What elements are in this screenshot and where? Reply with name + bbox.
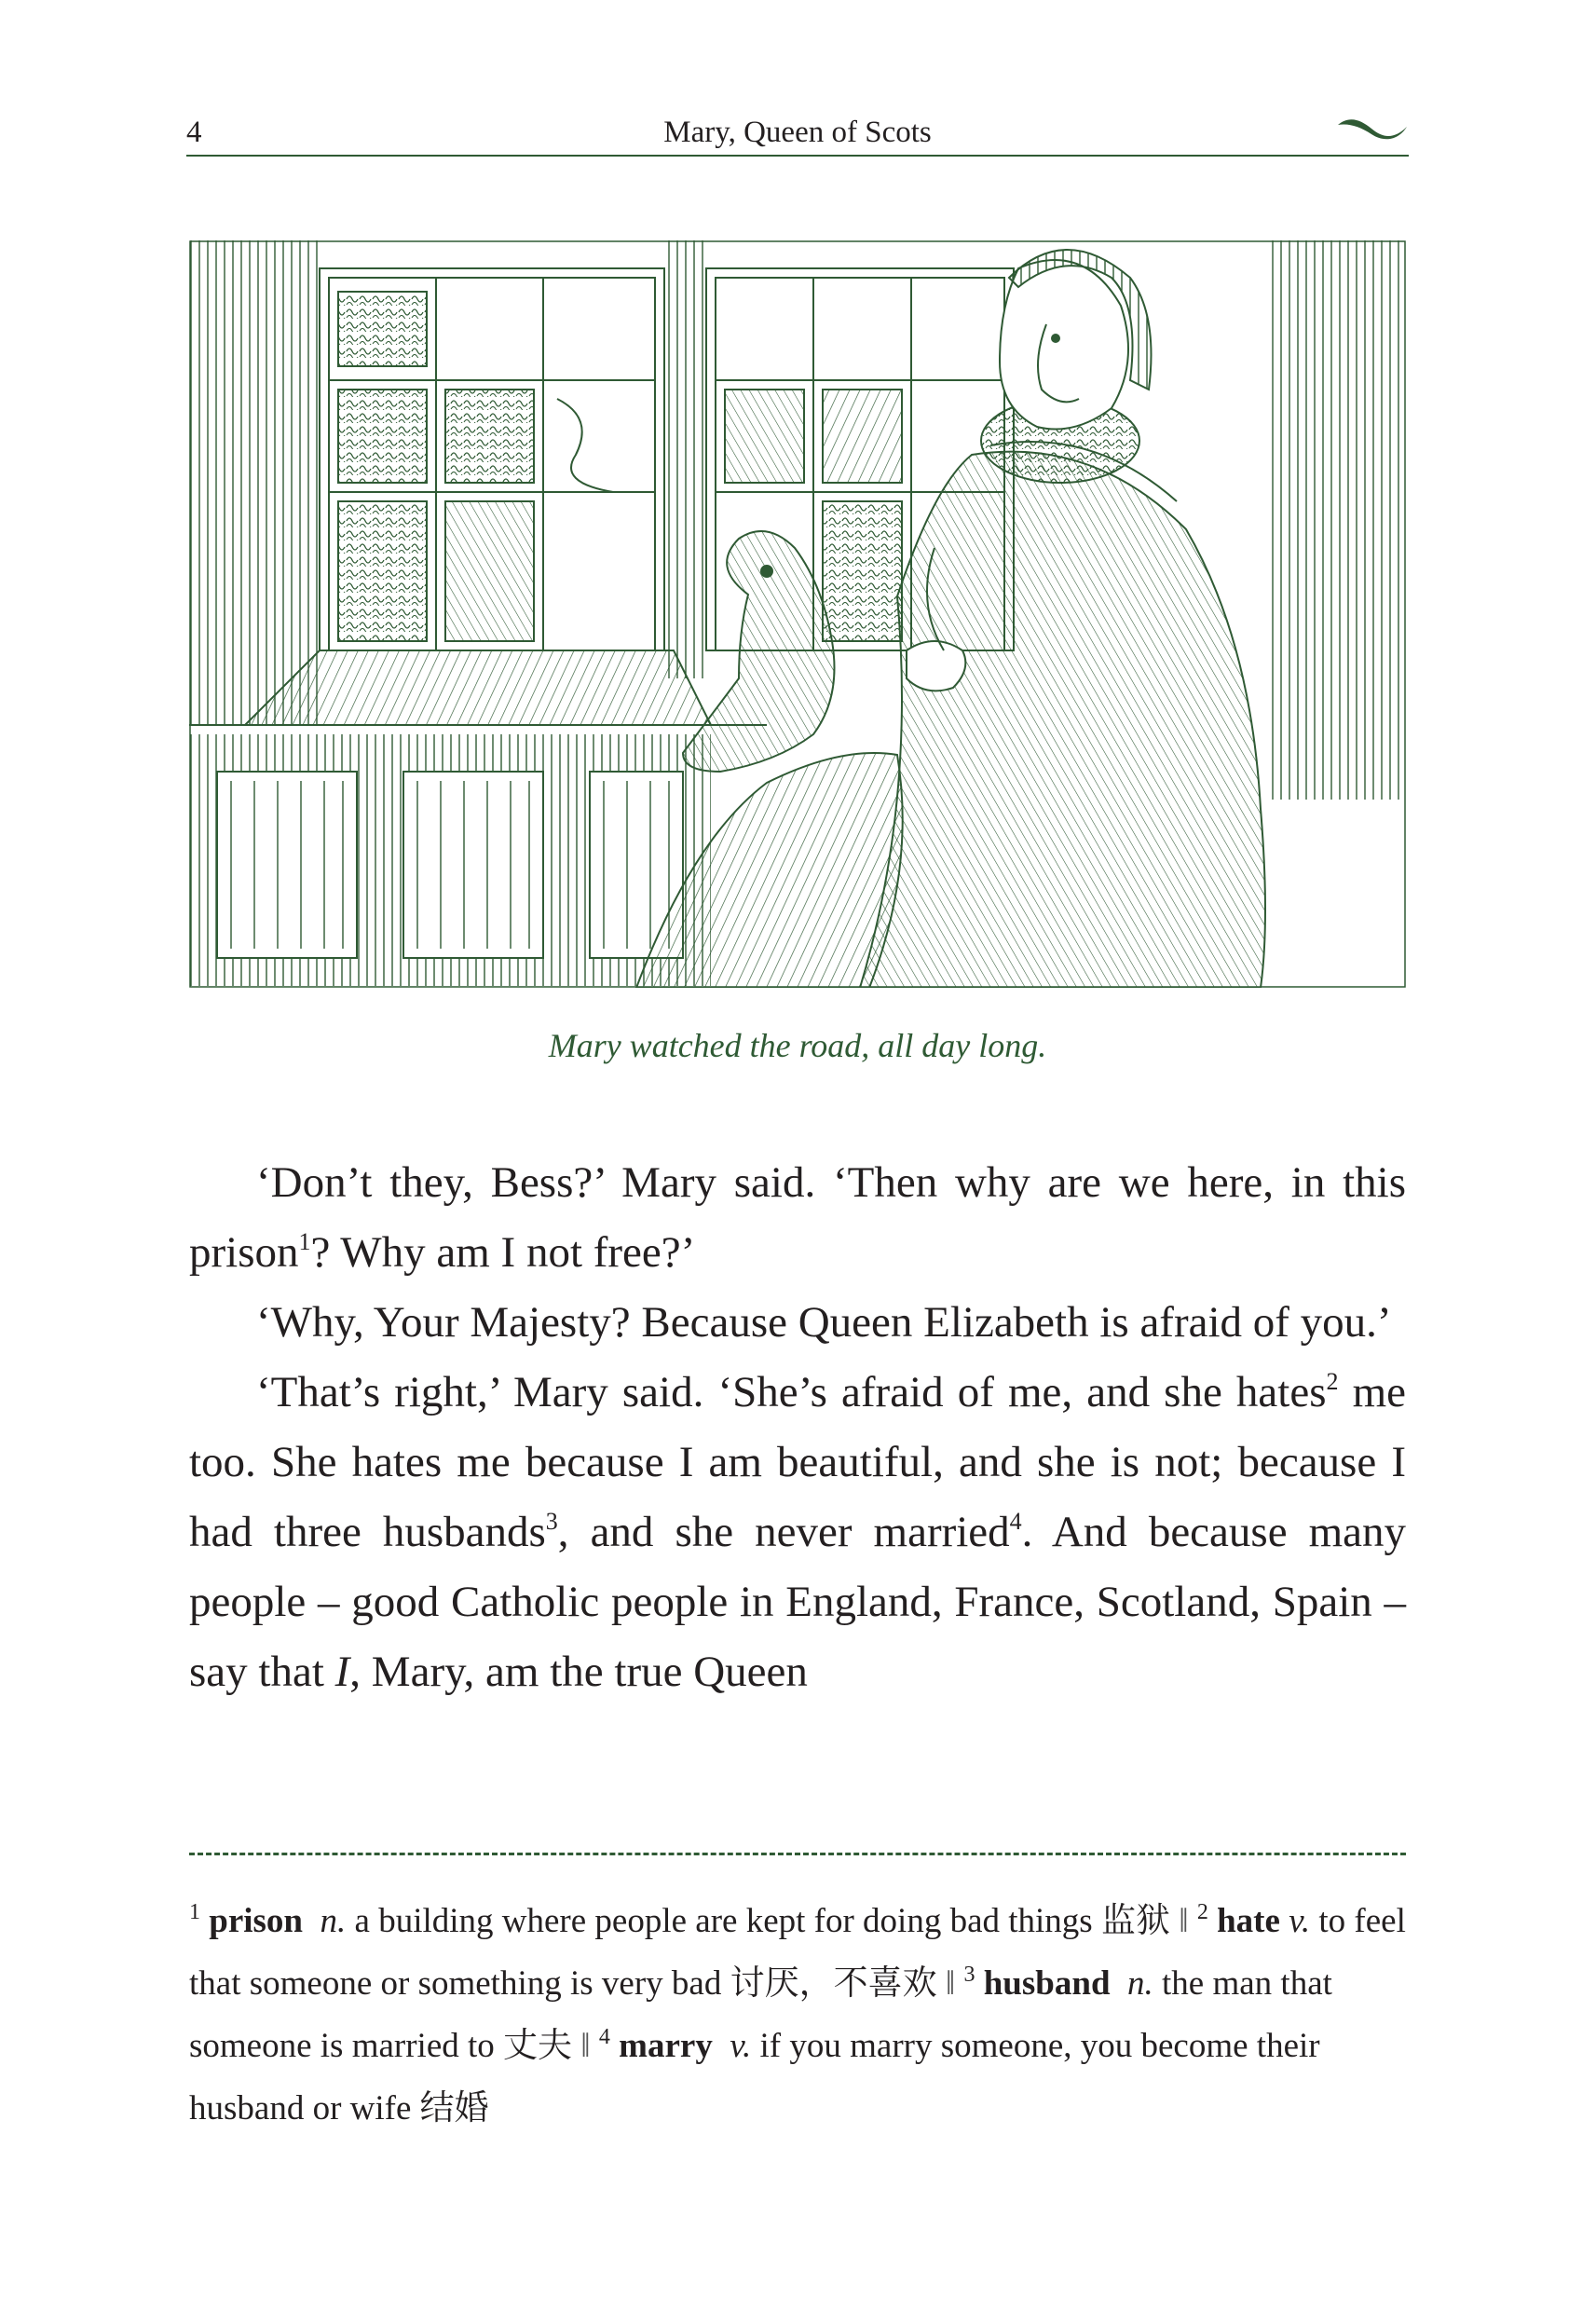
footnote-3: $^3$ husband n. the man that someone is married to 丈夫	[189, 1963, 1332, 2065]
illustration-caption: Mary watched the road, all day long.	[548, 1027, 1047, 1064]
page-header	[186, 104, 1409, 160]
footnotes	[189, 1890, 1406, 2140]
mary-at-window-illustration	[189, 240, 1406, 988]
paragraph-3: ‘That’s right,’ Mary said. ‘She’s afraid of me, and she hates$^2$ me too. She hates me because I am beautiful, and she is not; because I had three husbands$^3$, and she never married$^4$. And because many people – good Catholic people in England, France, Scotland, Spain – say that I, Mary, am the true Queen	[189, 1368, 1406, 1696]
illustration	[189, 240, 1406, 988]
paragraph-2: ‘Why, Your Majesty? Because Queen Elizabeth is afraid of you.’	[256, 1298, 1392, 1347]
page-number: 4	[186, 116, 202, 149]
footnote-ref-4: 4	[1009, 1508, 1022, 1535]
footnote-4: $^4$ marry v. if you marry someone, you become their husband or wife 结婚	[189, 2025, 1320, 2127]
footnote-ref-3: 3	[545, 1508, 558, 1535]
footnote-1: $^1$ prison n. a building where people are kept for doing bad things 监狱	[189, 1900, 1170, 1940]
body-text	[189, 1148, 1406, 1707]
footnote-separator: ‖	[945, 1964, 956, 2003]
footnote-divider	[189, 1853, 1406, 1855]
wave-ornament-icon	[1336, 114, 1409, 150]
paragraph-1: ‘Don’t they, Bess?’ Mary said. ‘Then why are we here, in this prison$^1$? Why am I not free?’	[189, 1158, 1406, 1277]
footnote-ref-2: 2	[1326, 1368, 1339, 1395]
footnote-separator: ‖	[1179, 1902, 1189, 1940]
footnote-ref-1: 1	[298, 1228, 311, 1255]
header-rule	[186, 155, 1409, 157]
running-title: Mary, Queen of Scots	[663, 116, 932, 149]
footnote-separator: ‖	[580, 2027, 591, 2065]
footnote-2: $^2$ hate v. to feel that someone or something is very bad 讨厌，不喜欢	[189, 1900, 1406, 2003]
